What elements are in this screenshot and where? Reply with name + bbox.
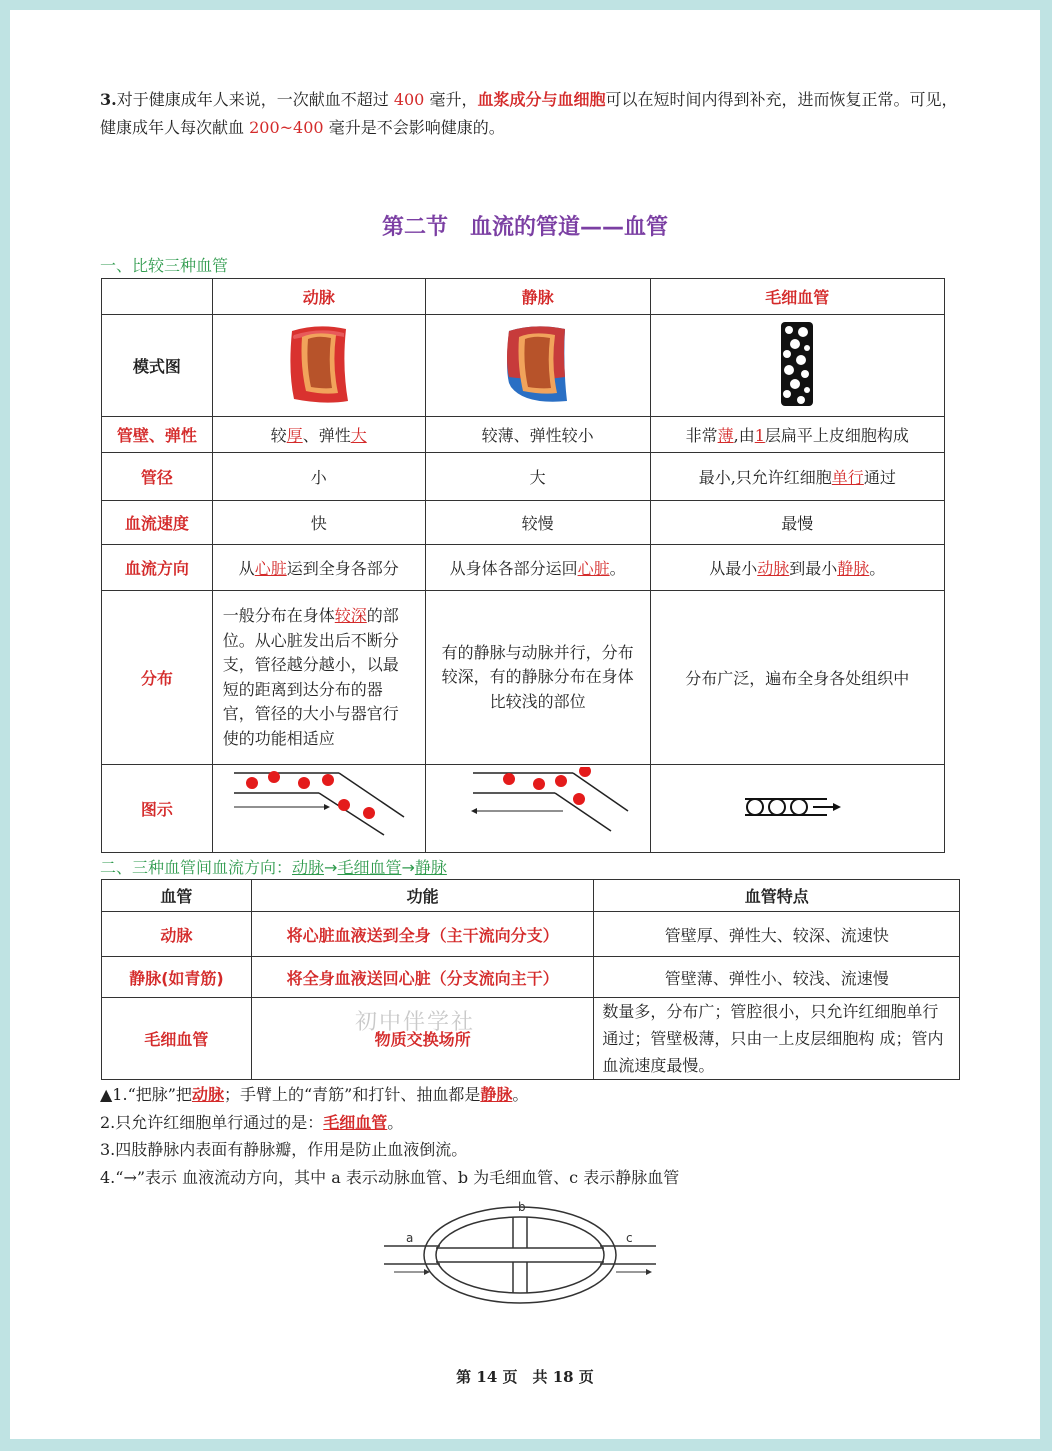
capillary-speed: 最慢 [650, 501, 944, 545]
row-diagram [102, 765, 945, 853]
row-direction [102, 545, 945, 591]
artery-model-image [212, 315, 425, 417]
fill-in: 厚 [286, 426, 303, 445]
vein-speed: 较慢 [425, 501, 650, 545]
text: 的部位。从心脏发出后不断分支，管径越分越小，以最短的距离到达分布的器官，管径的大小与器官行使的功能相适应 [222, 606, 399, 748]
vessel-features: 管壁厚、弹性大、较深、流速快 [594, 912, 960, 957]
vessel-features: 数量多，分布广；管腔很小，只允许红细胞单行通过；管壁极薄，只由一上皮层细胞构 成；管内血流速度最慢。 [594, 998, 960, 1080]
fill-in: 薄 [717, 426, 734, 445]
table-row [102, 912, 960, 957]
text: 。 [387, 1112, 404, 1132]
vein-flow-diagram [425, 765, 650, 853]
paragraph-number: 3. [100, 90, 117, 109]
header-artery: 动脉 [212, 279, 425, 315]
vessel-features: 管壁薄、弹性小、较浅、流速慢 [594, 957, 960, 998]
vessel-function: 将心脏血液送到全身（主干流向分支） [251, 912, 594, 957]
function-table [101, 879, 960, 1080]
label-diagram: 图示 [102, 765, 213, 853]
text: 。 [869, 559, 886, 578]
vein-direction [425, 545, 650, 591]
fill-in: 单行 [831, 468, 864, 487]
text: 、弹性 [302, 426, 351, 445]
row-wall [102, 417, 945, 453]
text: 二、三种血管间血流方向： [100, 858, 293, 877]
fill-in: 心脏 [577, 559, 610, 578]
arrow-icon: → [324, 858, 338, 877]
row-distribution [102, 591, 945, 765]
label-direction: 血流方向 [102, 545, 213, 591]
text: 2.只允许红细胞单行通过的是： [100, 1112, 324, 1132]
fill-in: 静脉 [480, 1085, 513, 1104]
note-1 [100, 1081, 679, 1109]
table-row [102, 957, 960, 998]
text: 层扁平上皮细胞构成 [764, 426, 909, 445]
artery-diameter: 小 [212, 453, 425, 501]
vessel-name: 毛细血管 [102, 998, 252, 1080]
capillary-model-image [650, 315, 944, 417]
label-distribution: 分布 [102, 591, 213, 765]
text: 从 [238, 559, 255, 578]
text: 从身体各部分运回 [449, 559, 578, 578]
text: 非常 [685, 426, 718, 445]
comparison-table [101, 278, 945, 853]
value-400: 400 [393, 90, 425, 109]
page-footer: 第 14 页 共 18 页 [456, 1368, 594, 1386]
table-row [102, 998, 960, 1080]
vein-diameter: 大 [425, 453, 650, 501]
text: 通过 [863, 468, 896, 487]
fill-in: 心脏 [254, 559, 287, 578]
fill-in: 1 [754, 426, 765, 445]
fill-in: 动脉 [191, 1085, 224, 1104]
label-a: a [406, 1231, 414, 1245]
header-capillary: 毛细血管 [650, 279, 944, 315]
highlight-plasma: 血浆成分与血细胞 [477, 90, 606, 109]
empty-cell [102, 279, 213, 315]
artery-direction [212, 545, 425, 591]
capillary-wall [650, 417, 944, 453]
watermark: 初中伴学社 [355, 1010, 476, 1035]
text: 。 [609, 559, 626, 578]
vein-model-image [425, 315, 650, 417]
text: 运到全身各部分 [286, 559, 399, 578]
fill-in: 大 [350, 426, 367, 445]
text: 一般分布在身体 [222, 606, 335, 625]
blood-flow-diagram [380, 1200, 660, 1310]
label-wall: 管壁、弹性 [102, 417, 213, 453]
row-diameter [102, 453, 945, 501]
artery-flow-diagram [212, 765, 425, 853]
text: 从最小 [709, 559, 758, 578]
vessel-function: 将全身血液送回心脏（分支流向主干） [251, 957, 594, 998]
header-vessel: 血管 [102, 880, 252, 912]
fill-in: 毛细血管 [337, 858, 402, 877]
header-row [102, 279, 945, 315]
note-2 [100, 1109, 679, 1137]
document-page [10, 10, 1040, 1439]
capillary-direction [650, 545, 944, 591]
artery-wall [212, 417, 425, 453]
vessel-name: 静脉(如青筋) [102, 957, 252, 998]
fill-in: 静脉 [837, 559, 870, 578]
header-features: 血管特点 [594, 880, 960, 912]
notes-list [100, 1081, 679, 1191]
label-c: c [626, 1231, 633, 1245]
text: ,由 [733, 426, 755, 445]
label-b: b [518, 1200, 526, 1214]
text: 对于健康成年人来说，一次献血不超过 [116, 90, 389, 109]
row-speed [102, 501, 945, 545]
label-diameter: 管径 [102, 453, 213, 501]
header-row [102, 880, 960, 912]
fill-in: 较深 [334, 606, 367, 625]
text: 毫升， [429, 90, 478, 109]
fill-in: 静脉 [414, 858, 447, 877]
capillary-distribution: 分布广泛，遍布全身各处组织中 [650, 591, 944, 765]
vein-wall: 较薄、弹性较小 [425, 417, 650, 453]
paragraph-3 [100, 86, 970, 142]
label-speed: 血流速度 [102, 501, 213, 545]
text: ▲1.“把脉”把 [100, 1085, 192, 1104]
section-title: 第二节 血流的管道——血管 [381, 215, 668, 240]
header-function: 功能 [251, 880, 594, 912]
text: 毫升是不会影响健康的。 [328, 118, 505, 137]
heading-compare: 一、比较三种血管 [100, 256, 229, 275]
arrow-icon: → [401, 858, 415, 877]
row-model [102, 315, 945, 417]
fill-in: 动脉 [292, 858, 325, 877]
fill-in: 动脉 [757, 559, 790, 578]
text: 可以在短时间内得到补充，进而恢复正常。可见，健康成年人每次献血 [100, 90, 958, 137]
label-model: 模式图 [102, 315, 213, 417]
text: 较 [270, 426, 287, 445]
vessel-name: 动脉 [102, 912, 252, 957]
capillary-diameter [650, 453, 944, 501]
heading-flow-direction [100, 855, 447, 878]
artery-distribution [212, 591, 425, 765]
text: 到最小 [789, 559, 838, 578]
vein-distribution: 有的静脉与动脉并行，分布较深，有的静脉分布在身体比较浅的部位 [425, 591, 650, 765]
text: ；手臂上的“青筋”和打针、抽血都是 [223, 1085, 481, 1104]
vessel-function: 物质交换场所 [251, 998, 594, 1080]
artery-speed: 快 [212, 501, 425, 545]
value-range: 200~400 [249, 118, 324, 137]
note-3: 3.四肢静脉内表面有静脉瓣，作用是防止血液倒流。 [100, 1140, 468, 1159]
text: 。 [512, 1085, 529, 1104]
text: 最小,只允许红细胞 [698, 468, 832, 487]
fill-in: 毛细血管 [323, 1112, 388, 1132]
capillary-flow-diagram [650, 765, 944, 853]
header-vein: 静脉 [425, 279, 650, 315]
note-4: 4.“→”表示 血液流动方向，其中 a 表示动脉血管、b 为毛细血管、c 表示静脉血管 [100, 1167, 680, 1187]
